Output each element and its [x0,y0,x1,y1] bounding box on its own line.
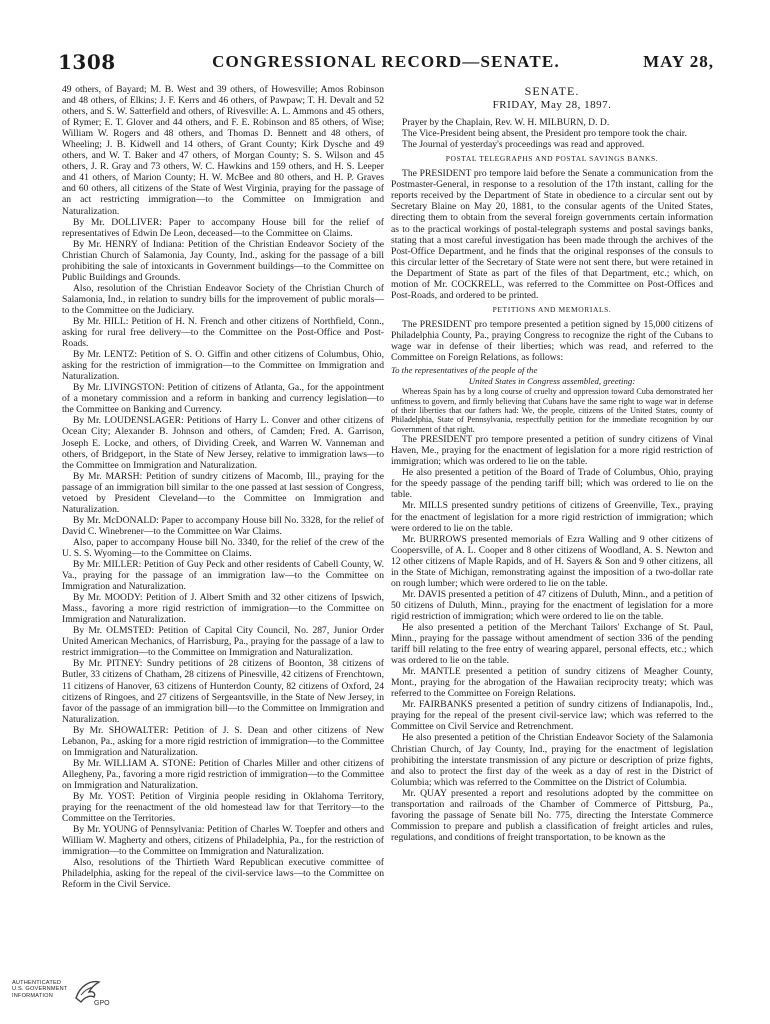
paragraph: By Mr. HILL: Petition of H. N. French and other citizens of Northfield, Conn., asking for rural free delivery—to the Committee on the Post-Office and Post-Roads. [62,315,384,350]
paragraph: By Mr. OLMSTED: Petition of Capital City Council, No. 287, Junior Order United American Mechanics, of Harrisburg, Pa., praying for the passage of a law to restrict immigration—to the Committee on Immigration and Naturalization. [62,625,384,659]
subsection-heading: POSTAL TELEGRAPHS AND POSTAL SAVINGS BANKS. [445,154,659,164]
paragraph: By Mr. MARSH: Petition of sundry citizens of Macomb, Ill., praying for the passage of an immigration bill similar to the one passed at last session of Congress, vetoed by President Cleveland—to the Committee on Immigration and Naturalization. [62,470,384,515]
section-heading: SENATE. [524,84,580,98]
session-date: FRIDAY, May 28, 1897. [492,99,612,112]
petition-address: To the representatives of the people of the [391,365,538,376]
paragraph: By Mr. LOUDENSLAGER: Petitions of Harry L. Conver and other citizens of Ocean City; Alexander B. Johnson and others, of Camden; Fred. A. Garrison, Joseph E. Locke, and others, of Dividing Creek, and Warren W. Vanneman and others, of Bridgeport, in the State of New Jersey, relative to immigration laws—to the Committee on Immigration and Naturalization. [62,415,384,471]
paragraph: Mr. MANTLE presented a petition of sundry citizens of Meagher County, Mont., praying for the abrogation of the Hawaiian reciprocity treaty; which was referred to the Committee on Foreign Relations. [391,666,713,700]
page-number: 1308 [58,50,116,74]
right-column [391,84,713,843]
paragraph: Mr. QUAY presented a report and resolutions adopted by the committee on transportation and railroads of the Chamber of Commerce of Pittsburg, Pa., favoring the passage of Senate bill No. 775, directing the Interstate Commerce Commission to prepare and publish a classification of freight articles and rules, regulations, and conditions of freight transportation, to be known as the [391,787,713,843]
paragraph: Mr. MILLS presented sundry petitions of citizens of Greenville, Tex., praying for the enactment of legislation for a more rigid restriction of immigration; which were ordered to lie on the table. [391,500,713,534]
paragraph: 49 others, of Bayard; M. B. West and 39 others, of Howesville; Amos Robinson and 48 others, of Elkins; J. F. Kerrs and 46 others, of Pawpaw; T. H. Devalt and 52 others, and S. W. Satterfield and others, of Rivesville: A. L. Ammons and 45 others, of Rymer; E. T. Glover and 44 others, and F. E. Robinson and 85 others, of Wise; William W. Rogers and 48 others, and Thomas D. Bennett and 48 others, of Wheeling; J. B. Kidwell and 14 others, of Grant County; Kirk Dysche and 49 others, and W. T. Baker and 47 others, of Morgan County; S. S. Wilson and 45 others, J. R. Gray and 73 others, W. C. Hawkins and 159 others, and H. S. Leeper and 41 others, of Marion County; H. W. McBee and 80 others, and H. P. Graves and 60 others, all citizens of the State of West Virginia, praying for the passage of an act restricting immigration—to the Committee on Immigration and Naturalization. [62,84,384,217]
badge-line-1: AUTHENTICATED [12,980,62,986]
paragraph: By Mr. SHOWALTER: Petition of J. S. Dean and other citizens of New Lebanon, Pa., asking for a more rigid restriction of immigration—to the Committee on Immigration and Naturalization. [62,724,384,758]
paragraph: By Mr. MOODY: Petition of J. Albert Smith and 32 other citizens of Ipswich, Mass., favoring a more rigid restriction of immigration—to the Committee on Immigration and Naturalization. [62,592,384,626]
petition-address: United States in Congress assembled, greeting: [468,376,636,387]
subsection-heading: PETITIONS AND MEMORIALS. [492,304,612,314]
paragraph: The PRESIDENT pro tempore presented a petition signed by 15,000 citizens of Philadelphia County, Pa., praying Congress to recognize the right of the Cubans to wage war in defense of their liberties; which was read, and referred to the Committee on Foreign Relations, as follows: [391,318,713,364]
page-header [58,50,714,78]
paragraph: By Mr. DOLLIVER: Paper to accompany House bill for the relief of representatives of Edwin De Leon, deceased—to the Committee on Claims. [62,216,384,239]
header-date: MAY 28, [643,52,714,71]
paragraph: By Mr. YOST: Petition of Virginia people residing in Oklahoma Territory, praying for the reenactment of the old homestead law for that Territory—to the Committee on the Territories. [62,791,384,825]
paragraph: Also, resolutions of the Thirtieth Ward Republican executive committee of Philadelphia, asking for the repeal of the civil-service laws—to the Committee on Reform in the Civil Service. [62,857,384,891]
paragraph: The Vice-President being absent, the President pro tempore took the chair. [402,128,687,140]
paragraph: He also presented a petition of the Christian Endeavor Society of the Salamonia Christian Church, of Jay County, Ind., praying for the enactment of legislation prohibiting the interstate transmission of any picture or description of prize fights, and also to protect the first day of the week as a day of rest in the District of Columbia; which was referred to the Committee on the District of Columbia. [391,732,713,788]
paragraph: The Journal of yesterday's proceedings was read and approved. [402,139,645,151]
paragraph: By Mr. PITNEY: Sundry petitions of 28 citizens of Boonton, 38 citizens of Butler, 33 citizens of Chatham, 28 citizens of Pinesville, 42 citizens of Frenchtown, 11 citizens of Hanover, 63 citizens of Hunterdon County, 82 citizens of Oxford, 24 citizens of Ringoes, and 27 citizens of Sergeantsville, in the State of New Jersey, in favor of the passage of an immigration bill—to the Committee on Immigration and Naturalization. [62,658,384,725]
paragraph: The PRESIDENT pro tempore laid before the Senate a communication from the Postmaster-General, in response to a resolution of the 17th instant, calling for the reports received by the Department of State in obedience to a circular sent out by Secretary Blaine on May 20, 1881, to the consular agents of the United States, directing them to obtain from the several foreign governments certain information as to the practical workings of postal-telegraph systems and postal savings banks, stating that a most careful investigation has been made through the archives of the Post-Office Department, and he finds that the original responses of the consuls to this circular letter of the Secretary of State were not sent there, but were retained in the Department of State as part of the files of that Department, etc.; which, on motion of Mr. COCKRELL, was referred to the Committee on Post-Offices and Post-Roads, and ordered to be printed. [391,168,713,301]
paragraph: Also, resolution of the Christian Endeavor Society of the Christian Church of Salamonia, Ind., in relation to sundry bills for the improvement of public morals—to the Committee on the Judiciary. [62,282,384,316]
paragraph: Mr. FAIRBANKS presented a petition of sundry citizens of Indianapolis, Ind., praying for the repeal of the present civil-service law; which was referred to the Committee on Civil Service and Retrenchment. [391,699,713,733]
paragraph: By Mr. LENTZ: Petition of S. O. Giffin and other citizens of Columbus, Ohio, asking for the restriction of immigration—to the Committee on Immigration and Naturalization. [62,349,384,383]
gpo-authentication-badge [10,976,120,1016]
paragraph: By Mr. YOUNG of Pennsylvania: Petition of Charles W. Toepfer and others and William W. Magherty and others, citizens of Philadelphia, Pa., for the restriction of immigration—to the Committee on Immigration and Naturalization. [62,824,384,858]
paragraph: Prayer by the Chaplain, Rev. W. H. MILBURN, D. D. [402,117,610,129]
left-column [62,84,384,890]
paragraph: Mr. BURROWS presented memorials of Ezra Walling and 9 other citizens of Coopersville, of A. L. Cooper and 8 other citizens of Woodland, A. S. Newton and 12 other citizens of Maple Rapids, and of H. Sayers & Son and 9 other citizens, all in the State of Michigan, remonstrating against the imposition of a two-dollar rate on rough lumber; which were ordered to lie on the table. [391,533,713,589]
badge-line-3: INFORMATION [12,992,53,999]
paragraph: By Mr. LIVINGSTON: Petition of citizens of Atlanta, Ga., for the appointment of a monetary commission and a reform in banking and currency legislation—to the Committee on Banking and Currency. [62,382,384,416]
running-title: CONGRESSIONAL RECORD—SENATE. [212,52,560,71]
paragraph: He also presented a petition of the Merchant Tailors' Exchange of St. Paul, Minn., praying for the passage without amendment of section 336 of the pending tariff bill relating to the free entry of wearing apparel, personal effects, etc.; which was ordered to lie on the table. [391,622,713,667]
paragraph: By Mr. McDONALD: Paper to accompany House bill No. 3328, for the relief of David C. Winebrener—to the Committee on War Claims. [62,514,384,537]
badge-gpo-label: GPO [94,1000,110,1007]
petition-text: Whereas Spain has by a long course of cruelty and oppression toward Cuba demonstrated her unfitness to govern, and firmly believing that Cubans have the same right to wage war in defense of their liberties that our fathers had: We, the people, citizens of the United States, county of Philadelphia, State of Pennsylvania, respectfully petition for the immediate recognition by our Government of that right. [391,387,713,434]
paragraph: Mr. DAVIS presented a petition of 47 citizens of Duluth, Minn., and a petition of 50 citizens of Duluth, Minn., praying for the enactment of legislation for a more rigid restriction of immigration; which were ordered to lie on the table. [391,588,713,622]
paragraph: By Mr. MILLER: Petition of Guy Peck and other residents of Cabell County, W. Va., praying for the passage of an immigration law—to the Committee on Immigration and Naturalization. [62,559,384,593]
paragraph: He also presented a petition of the Board of Trade of Columbus, Ohio, praying for the speedy passage of the pending tariff bill; which was ordered to lie on the table. [391,467,713,501]
badge-line-2: U.S. GOVERNMENT [12,986,68,993]
paragraph: Also, paper to accompany House bill No. 3340, for the relief of the crew of the U. S. S. Wyoming—to the Committee on Claims. [62,536,384,559]
paragraph: By Mr. HENRY of Indiana: Petition of the Christian Endeavor Society of the Christian Church of Salamonia, Jay County, Ind., asking for the passage of a bill prohibiting the sale of intoxicants in Government buildings—to the Committee on Public Buildings and Grounds. [62,238,384,283]
paragraph: By Mr. WILLIAM A. STONE: Petition of Charles Miller and other citizens of Allegheny, Pa., favoring a more rigid restriction of immigration—to the Committee on Immigration and Naturalization. [62,757,384,791]
paragraph: The PRESIDENT pro tempore presented a petition of sundry citizens of Vinal Haven, Me., praying for the enactment of legislation for a more rigid restriction of immigration; which was ordered to lie on the table. [391,434,713,468]
